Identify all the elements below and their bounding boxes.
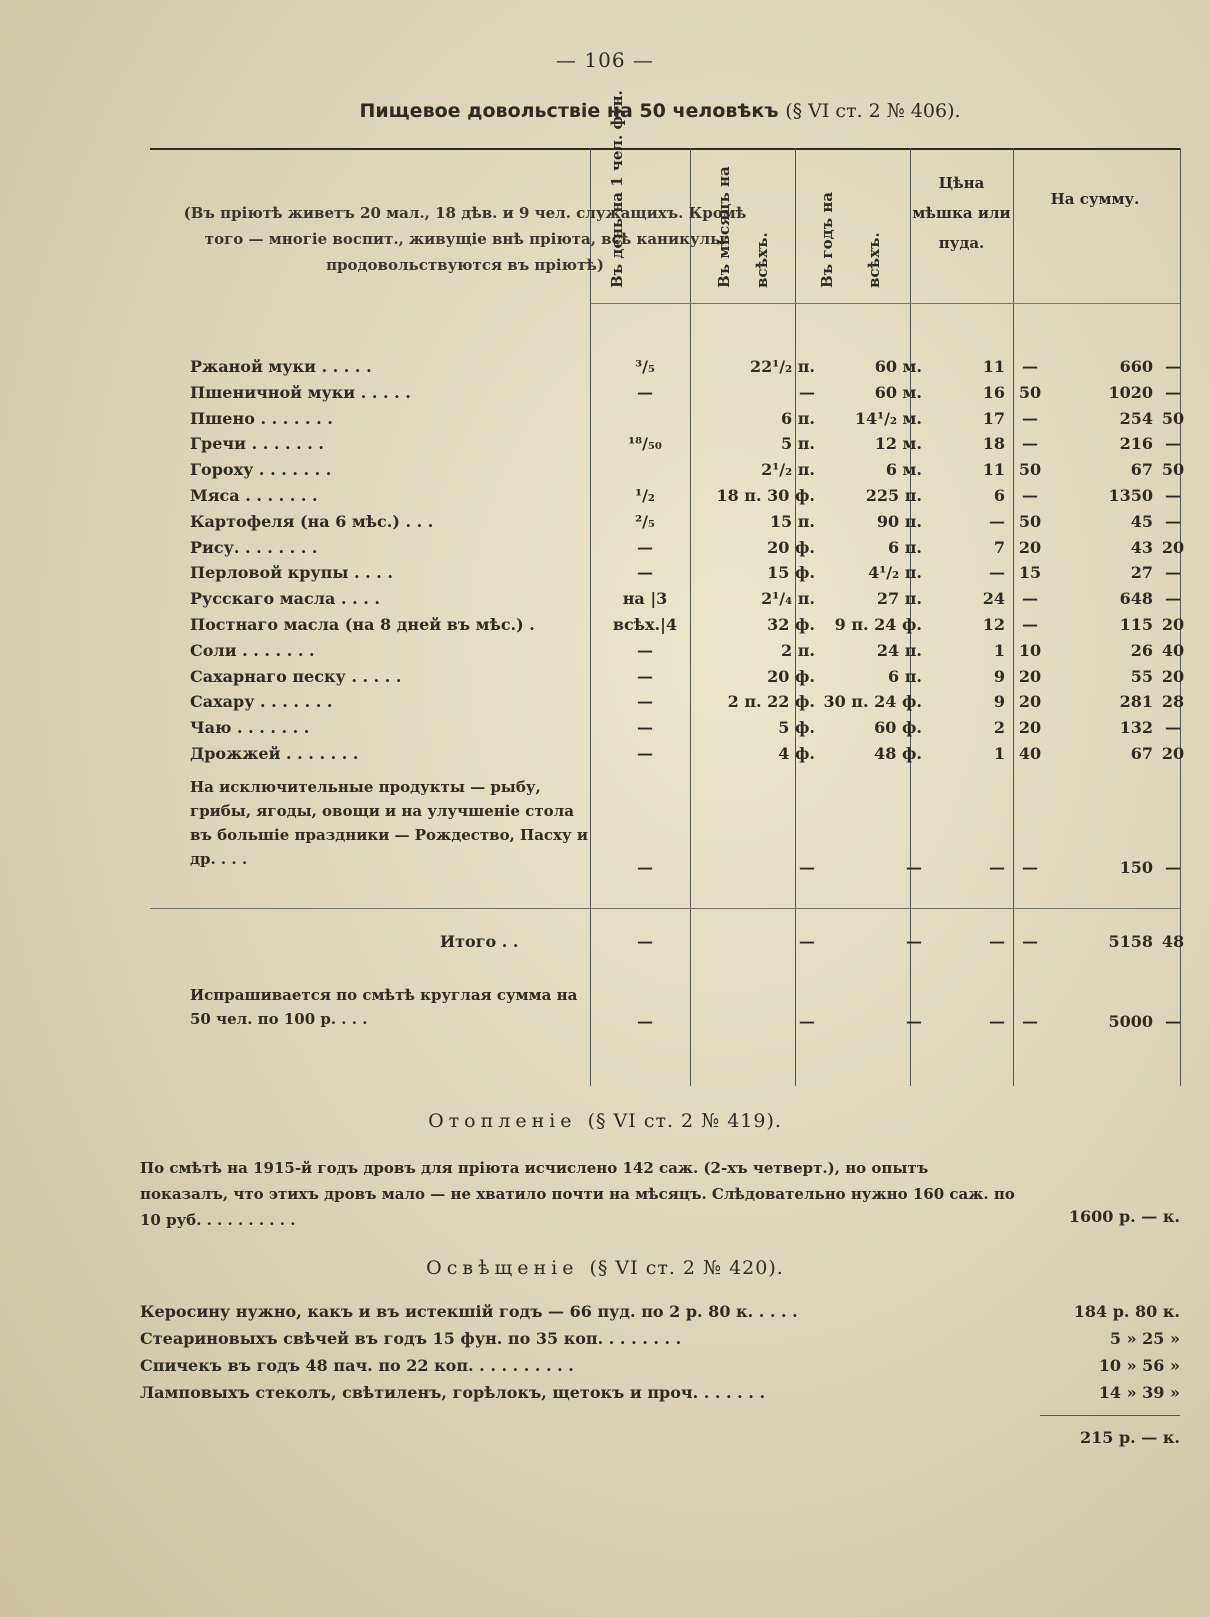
cell-sum-kop: 50 — [1161, 460, 1185, 479]
cell-price-rub: — — [989, 512, 1005, 531]
cell-price-rub: — — [989, 1012, 1005, 1031]
cell-sum-rub: 660 — [1119, 357, 1153, 376]
table-row — [0, 383, 1181, 409]
cell-day: ¹⁸/₅₀ — [628, 434, 662, 453]
cell-price-kop: 40 — [1018, 744, 1042, 763]
cell-sum-kop: 20 — [1161, 744, 1185, 763]
cell-day: — — [637, 563, 653, 582]
cell-name: Мяса . . . . . . . — [190, 486, 318, 505]
header-per-month: Въ мѣсяцъ на — [715, 166, 733, 288]
cell-price-rub: 12 — [982, 615, 1005, 634]
cell-year: 60 м. — [874, 357, 922, 376]
cell-price-rub: 9 — [993, 692, 1005, 711]
cell-sum-rub: 150 — [1119, 858, 1153, 877]
cell-price-kop: — — [1022, 858, 1038, 877]
cell-sum-kop: — — [1165, 357, 1181, 376]
cell-price-kop: 20 — [1018, 667, 1042, 686]
heating-amount: 1600 р. — к. — [1068, 1207, 1180, 1226]
cell-month: 15 ф. — [767, 563, 815, 582]
cell-name: Сахару . . . . . . . — [190, 692, 333, 711]
cell-month: 2 п. 22 ф. — [727, 692, 815, 711]
total-rule — [150, 908, 1180, 909]
cell-year: 9 п. 24 ф. — [834, 615, 922, 634]
cell-sum-kop: — — [1165, 718, 1181, 737]
cell-sum-kop: — — [1165, 563, 1181, 582]
cell-price-kop: — — [1022, 932, 1038, 951]
cell-year: 14¹/₂ м. — [854, 409, 922, 428]
cell-sum-kop: 20 — [1161, 667, 1185, 686]
cell-sum-kop: 40 — [1161, 641, 1185, 660]
header-per-month-all: всѣхъ. — [753, 232, 771, 288]
cell-year: 90 п. — [876, 512, 922, 531]
lighting-item-text: Керосину нужно, какъ и въ истекшій годъ — 66 пуд. по 2 р. 80 к. . . . . — [140, 1302, 798, 1321]
table-title — [270, 100, 1050, 122]
cell-price-kop: 15 — [1018, 563, 1042, 582]
title-text: Пищевое довольствіе на 50 человѣкъ — [359, 100, 779, 122]
cell-month: 6 п. — [781, 409, 815, 428]
cell-price-kop: 10 — [1018, 641, 1042, 660]
cell-name: Пшеничной муки . . . . . — [190, 383, 411, 402]
table-row — [0, 357, 1181, 383]
cell-price-rub: 6 — [993, 486, 1005, 505]
cell-day: — — [637, 744, 653, 763]
cell-name: Ржаной муки . . . . . — [190, 357, 372, 376]
cell-sum-rub: 26 — [1130, 641, 1153, 660]
lighting-sum-rule — [1040, 1415, 1180, 1416]
cell-day: — — [637, 641, 653, 660]
cell-year: 27 п. — [876, 589, 922, 608]
cell-name: Чаю . . . . . . . — [190, 718, 310, 737]
cell-price-rub: — — [989, 932, 1005, 951]
lighting-item-text: Стеариновыхъ свѣчей въ годъ 15 фун. по 35 коп. . . . . . . . — [140, 1329, 682, 1348]
cell-day: — — [637, 932, 653, 951]
header-per-year-all: всѣхъ. — [865, 232, 883, 288]
table-row — [0, 744, 1185, 770]
cell-sum-rub: 1350 — [1108, 486, 1153, 505]
cell-day: всѣх.|4 — [612, 615, 678, 634]
cell-price-kop: 50 — [1018, 512, 1042, 531]
heating-ref: (§ VI ст. 2 № 419). — [587, 1110, 782, 1132]
table-row — [0, 615, 1185, 641]
cell-price-rub: — — [989, 563, 1005, 582]
cell-month: 15 п. — [769, 512, 815, 531]
cell-price-rub: 16 — [982, 383, 1005, 402]
cell-month: — — [799, 858, 815, 877]
cell-price-kop: — — [1022, 409, 1038, 428]
cell-month: 18 п. 30 ф. — [716, 486, 815, 505]
lighting-ref: (§ VI ст. 2 № 420). — [589, 1257, 784, 1279]
header-sum: На сумму. — [1050, 190, 1140, 208]
cell-price-rub: 7 — [993, 538, 1005, 557]
cell-year: — — [906, 932, 922, 951]
cell-day: — — [637, 692, 653, 711]
cell-sum-rub: 216 — [1119, 434, 1153, 453]
cell-name: Пшено . . . . . . . — [190, 409, 333, 428]
lighting-total: 215 р. — к. — [1080, 1428, 1180, 1447]
table-row — [0, 563, 1181, 589]
extra-produce-label: На исключительные продукты — рыбу, грибы, ягоды, овощи и на улучшеніе стола въ большіе праздники — Рождество, Пасху и др. . . . — [190, 778, 588, 868]
cell-day: — — [637, 718, 653, 737]
cell-name: Русскаго масла . . . . — [190, 589, 380, 608]
cell-price-rub: 11 — [982, 357, 1005, 376]
cell-month: 22¹/₂ п. — [750, 357, 815, 376]
cell-year: — — [906, 1012, 922, 1031]
cell-price-kop: — — [1022, 486, 1038, 505]
cell-month: 2 п. — [781, 641, 815, 660]
lighting-item-amount: 14 » 39 » — [1098, 1383, 1180, 1402]
cell-price-kop: — — [1022, 589, 1038, 608]
cell-price-rub: — — [989, 858, 1005, 877]
cell-year: 48 ф. — [874, 744, 922, 763]
cell-day: ³/₅ — [635, 357, 655, 376]
cell-name: Постнаго масла (на 8 дней въ мѣс.) . — [190, 615, 535, 634]
header-price: Цѣна мѣшка или пуда. — [912, 174, 1011, 252]
cell-price-kop: 20 — [1018, 692, 1042, 711]
extra-produce-row — [0, 858, 1181, 884]
table-row — [0, 460, 1185, 486]
cell-month: 2¹/₄ п. — [761, 589, 815, 608]
cell-price-rub: 18 — [982, 434, 1005, 453]
cell-name: Картофеля (на 6 мѣс.) . . . — [190, 512, 434, 531]
page-number: — 106 — — [556, 48, 654, 72]
lighting-title-text: Освѣщеніе — [426, 1257, 579, 1279]
cell-price-rub: 1 — [993, 744, 1005, 763]
cell-day: ²/₅ — [635, 512, 655, 531]
cell-month: — — [799, 1012, 815, 1031]
cell-name: Гороху . . . . . . . — [190, 460, 332, 479]
cell-sum-kop: — — [1165, 589, 1181, 608]
table-row — [0, 641, 1185, 667]
cell-sum-kop: 28 — [1161, 692, 1185, 711]
cell-sum-kop: — — [1165, 434, 1181, 453]
cell-price-rub: 2 — [993, 718, 1005, 737]
cell-sum-kop: 48 — [1161, 932, 1185, 951]
header-rule — [590, 303, 1180, 304]
cell-name: Перловой крупы . . . . — [190, 563, 393, 582]
cell-sum-rub: 45 — [1130, 512, 1153, 531]
lighting-item-amount: 10 » 56 » — [1098, 1356, 1180, 1375]
cell-year: 12 м. — [874, 434, 922, 453]
cell-sum-rub: 67 — [1130, 744, 1153, 763]
lighting-item — [140, 1356, 1180, 1382]
table-row — [0, 434, 1181, 460]
cell-year: 6 п. — [888, 667, 922, 686]
total-label: Итого . . — [440, 932, 519, 951]
cell-price-kop: 20 — [1018, 538, 1042, 557]
table-row — [0, 589, 1181, 615]
cell-sum-rub: 67 — [1130, 460, 1153, 479]
cell-day: ¹/₂ — [635, 486, 655, 505]
cell-year: 60 м. — [874, 383, 922, 402]
cell-year: 4¹/₂ п. — [868, 563, 922, 582]
heating-title-text: Отопленіе — [428, 1110, 577, 1132]
cell-month: — — [799, 932, 815, 951]
cell-sum-rub: 648 — [1119, 589, 1153, 608]
table-top-rule — [150, 148, 1180, 150]
table-row — [0, 486, 1181, 512]
total-row — [0, 932, 1185, 958]
lighting-total-line — [140, 1428, 1180, 1454]
header-note: (Въ пріютѣ живетъ 20 мал., 18 дѣв. и 9 чел. служащихъ. Кромѣ того — многіе воспит., живущіе внѣ пріюта, всѣ каникулы продовольствуются въ пріютѣ) — [183, 204, 747, 274]
cell-day: — — [637, 1012, 653, 1031]
cell-price-rub: 9 — [993, 667, 1005, 686]
cell-day: на |3 — [622, 589, 668, 608]
cell-price-kop: — — [1022, 434, 1038, 453]
cell-year: 30 п. 24 ф. — [823, 692, 922, 711]
cell-month: 32 ф. — [767, 615, 815, 634]
cell-name: Сахарнаго песку . . . . . — [190, 667, 402, 686]
cell-year: 24 п. — [876, 641, 922, 660]
cell-price-kop: 50 — [1018, 383, 1042, 402]
lighting-item — [140, 1302, 1180, 1328]
cell-sum-rub: 254 — [1119, 409, 1153, 428]
lighting-title — [0, 1257, 1210, 1279]
cell-name: Дрожжей . . . . . . . — [190, 744, 359, 763]
cell-sum-kop: — — [1165, 383, 1181, 402]
title-ref: (§ VI ст. 2 № 406). — [785, 100, 961, 122]
table-row — [0, 667, 1185, 693]
table-row — [0, 409, 1185, 435]
cell-price-rub: 1 — [993, 641, 1005, 660]
lighting-item-text: Спичекъ въ годъ 48 пач. по 22 коп. . . . . . . . . . — [140, 1356, 574, 1375]
table-row — [0, 718, 1181, 744]
cell-sum-kop: — — [1165, 858, 1181, 877]
heating-text: По смѣтѣ на 1915-й годъ дровъ для пріюта исчислено 142 саж. (2-хъ четверт.), но опытъ показалъ, что этихъ дровъ мало — не хватило почти на мѣсяцъ. Слѣдовательно нужно 160 саж. по 10 руб. . . . . . . . . . — [140, 1159, 1015, 1229]
cell-sum-rub: 115 — [1119, 615, 1153, 634]
lighting-item-amount: 184 р. 80 к. — [1073, 1302, 1180, 1321]
heating-title — [0, 1110, 1210, 1132]
cell-name: Рису. . . . . . . . — [190, 538, 318, 557]
cell-month: 2¹/₂ п. — [761, 460, 815, 479]
cell-sum-rub: 27 — [1130, 563, 1153, 582]
cell-day: — — [637, 667, 653, 686]
heating-amount-line — [140, 1207, 1180, 1233]
cell-month: 5 ф. — [778, 718, 815, 737]
cell-month: 20 ф. — [767, 667, 815, 686]
cell-year: — — [906, 858, 922, 877]
cell-month: 5 п. — [781, 434, 815, 453]
cell-sum-kop: — — [1165, 486, 1181, 505]
cell-sum-kop: — — [1165, 1012, 1181, 1031]
cell-month: 4 ф. — [778, 744, 815, 763]
lighting-item — [140, 1329, 1180, 1355]
cell-price-kop: 50 — [1018, 460, 1042, 479]
cell-price-rub: 17 — [982, 409, 1005, 428]
cell-price-kop: — — [1022, 357, 1038, 376]
cell-sum-rub: 1020 — [1108, 383, 1153, 402]
header-per-year: Въ годъ на — [818, 191, 836, 288]
lighting-item-amount: 5 » 25 » — [1109, 1329, 1180, 1348]
request-label: Испрашивается по смѣтѣ круглая сумма на 50 чел. по 100 р. . . . — [190, 986, 578, 1028]
cell-day: — — [637, 858, 653, 877]
cell-price-rub: 24 — [982, 589, 1005, 608]
cell-year: 6 м. — [885, 460, 922, 479]
cell-sum-kop: 50 — [1161, 409, 1185, 428]
cell-month: — — [799, 383, 815, 402]
cell-sum-rub: 5000 — [1108, 1012, 1153, 1031]
cell-sum-rub: 55 — [1130, 667, 1153, 686]
cell-price-kop: — — [1022, 615, 1038, 634]
cell-day: — — [637, 383, 653, 402]
cell-day: — — [637, 538, 653, 557]
table-row — [0, 512, 1181, 538]
request-row — [0, 1012, 1181, 1038]
table-row — [0, 692, 1185, 718]
cell-sum-rub: 132 — [1119, 718, 1153, 737]
lighting-item — [140, 1383, 1180, 1409]
cell-month: 20 ф. — [767, 538, 815, 557]
cell-sum-kop: 20 — [1161, 615, 1185, 634]
cell-year: 6 п. — [888, 538, 922, 557]
cell-year: 225 п. — [865, 486, 922, 505]
cell-sum-kop: — — [1165, 512, 1181, 531]
cell-name: Гречи . . . . . . . — [190, 434, 324, 453]
cell-price-rub: 11 — [982, 460, 1005, 479]
cell-sum-rub: 43 — [1130, 538, 1153, 557]
cell-sum-rub: 5158 — [1108, 932, 1153, 951]
cell-sum-rub: 281 — [1119, 692, 1153, 711]
cell-sum-kop: 20 — [1161, 538, 1185, 557]
table-row — [0, 538, 1185, 564]
cell-price-kop: — — [1022, 1012, 1038, 1031]
cell-year: 60 ф. — [874, 718, 922, 737]
lighting-item-text: Ламповыхъ стеколъ, свѣтиленъ, горѣлокъ, щетокъ и проч. . . . . . . — [140, 1383, 766, 1402]
cell-price-kop: 20 — [1018, 718, 1042, 737]
cell-name: Соли . . . . . . . — [190, 641, 315, 660]
header-per-day: Въ день на 1 чел. фун. — [608, 90, 626, 288]
